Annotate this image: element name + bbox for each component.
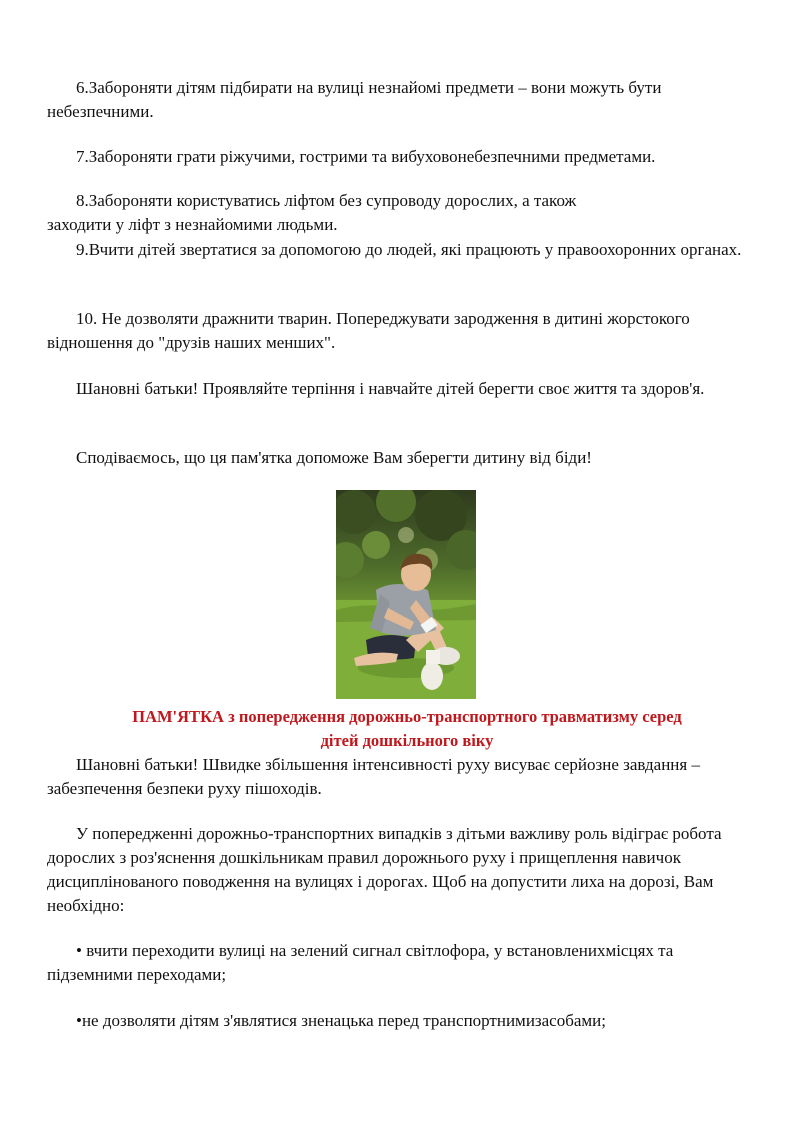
memo-heading-line2: дітей дошкільного віку: [320, 731, 494, 750]
paragraph-10: 10. Не дозволяти дражнити тварин. Попереджувати зародження в дитині жорстокого відношення до "друзів наших менших".: [47, 309, 690, 352]
section2-intro: Шановні батьки! Швидке збільшення інтенсивності руху висуває серйозне завдання – забезпечення безпеки руху пішоходів.: [47, 755, 700, 798]
paragraph-6: 6.Забороняти дітям підбирати на вулиці незнайомі предмети – вони можуть бути небезпечними.: [47, 78, 662, 121]
hope-sentence: Сподіваємось, що ця пам'ятка допоможе Вам зберегти дитину від біди!: [76, 448, 592, 467]
paragraph-9: 9.Вчити дітей звертатися за допомогою до людей, які працюють у правоохоронних органах.: [76, 240, 742, 259]
paragraph-8: 8.Забороняти користуватись ліфтом без супроводу дорослих, а також заходити у ліфт з незнайомими людьми.: [47, 191, 577, 234]
bullet-vehicles: •не дозволяти дітям з'являтися зненацька перед транспортнимизасобами;: [76, 1011, 606, 1030]
boy-on-grass-photo: [336, 490, 476, 699]
parents-appeal: Шановні батьки! Проявляйте терпіння і навчайте дітей берегти своє життя та здоров'я.: [76, 379, 705, 398]
paragraph-7: 7.Забороняти грати ріжучими, гострими та вибуховонебезпечними предметами.: [76, 147, 656, 166]
section2-body: У попередженні дорожньо-транспортних випадків з дітьми важливу роль відіграє робота дорослих з роз'яснення дошкільникам правил дорожнього руху і прищеплення навичок дисциплінованого поводження на вулицях і дорогах. Щоб на допустити лиха на дорозі, Вам необхідно:: [47, 824, 722, 915]
memo-heading: [47, 705, 767, 753]
bullet-crossing: • вчити переходити вулиці на зелений сигнал світлофора, у встановленихмісцях та підземними переходами;: [47, 941, 674, 984]
memo-heading-line1: ПАМ'ЯТКА з попередження дорожньо-транспортного травматизму серед: [132, 707, 682, 726]
